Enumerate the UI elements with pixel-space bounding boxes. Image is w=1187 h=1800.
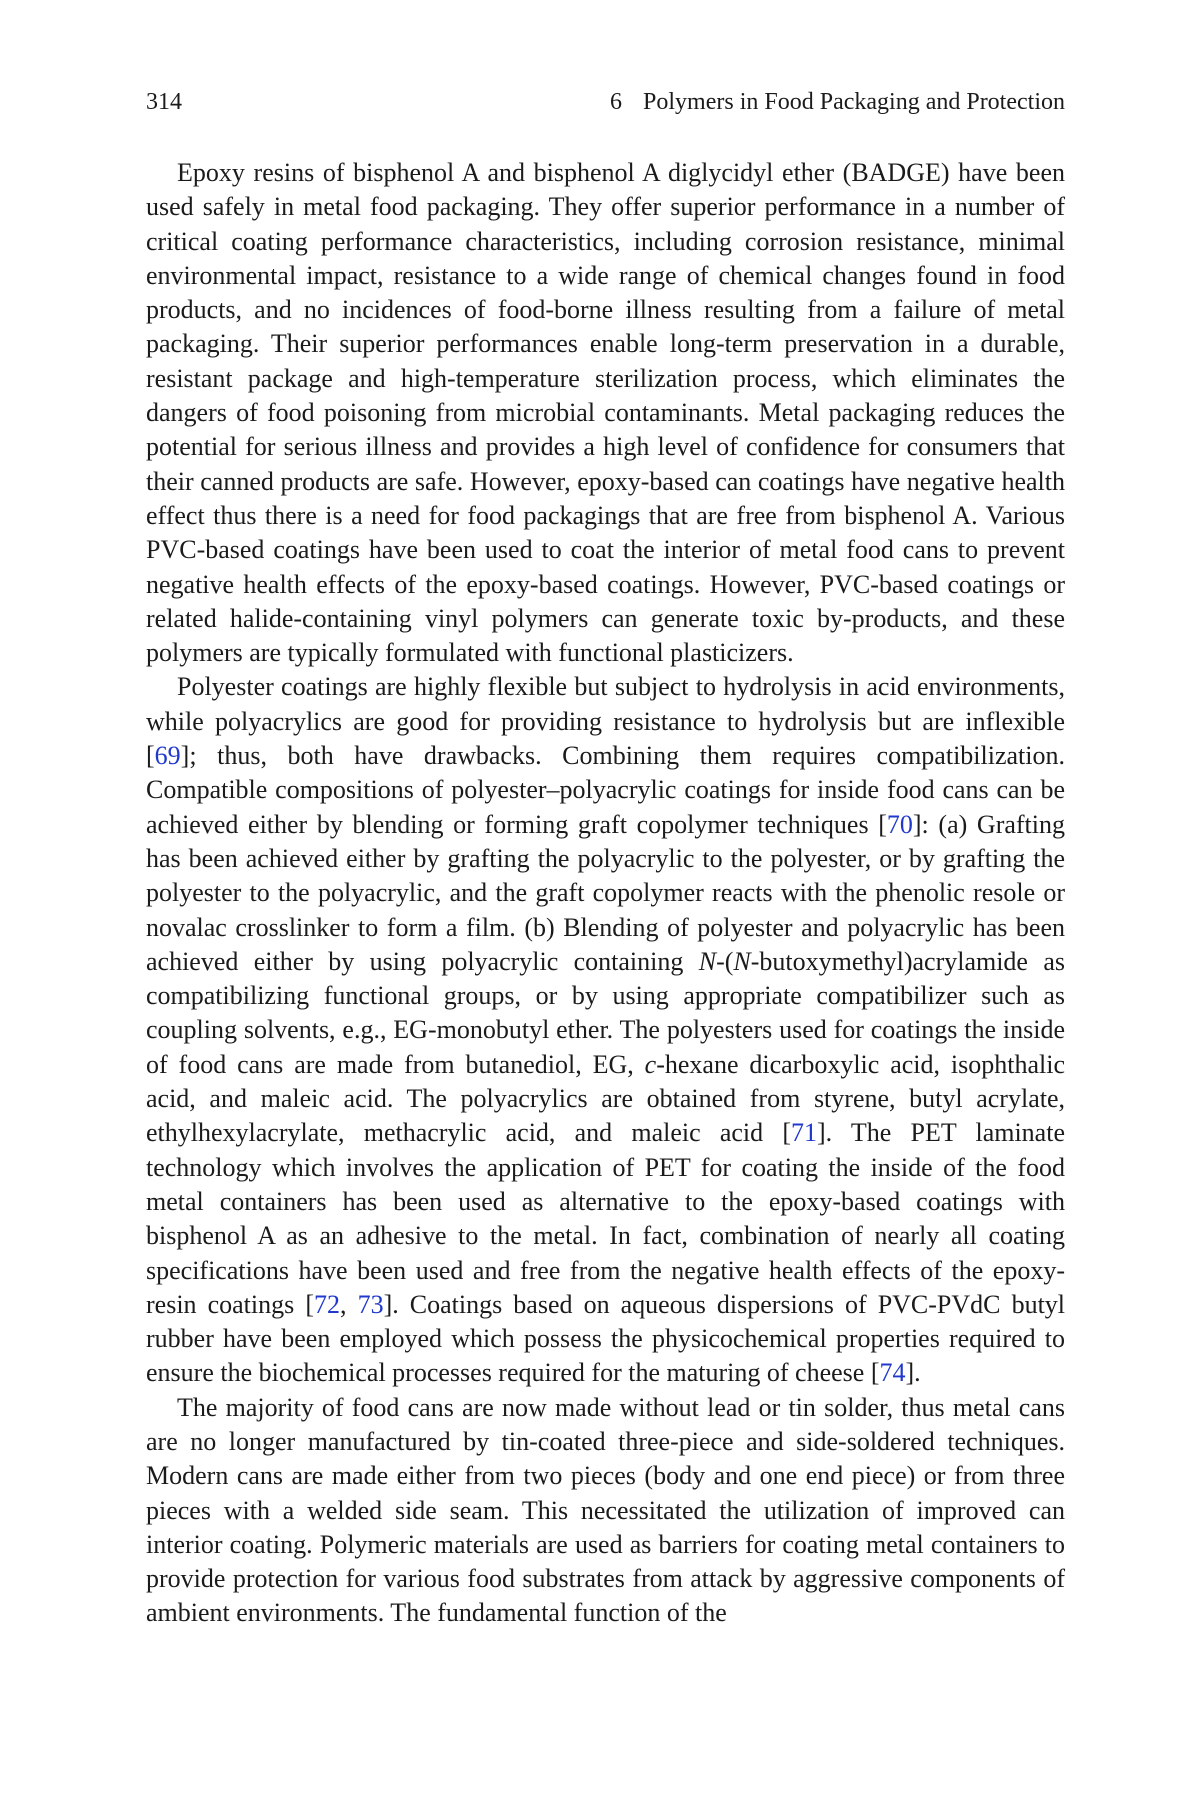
citation-link[interactable]: 74	[879, 1358, 906, 1388]
citation-link[interactable]: 69	[154, 741, 181, 771]
italic-text: N	[733, 946, 751, 976]
page-number: 314	[146, 89, 182, 115]
citation-link[interactable]: 72	[313, 1289, 340, 1319]
paragraph: The majority of food cans are now made without lead or tin solder, thus metal cans are no longer manufactured by tin-coated three-piece and side-soldered techniques. Modern cans are made either from two pieces (body and one end piece) or from three pieces with a welded side seam. This necessitated the utilization of improved can interior coating. Polymeric materials are used as barriers for coating metal containers to provide protection for various food substrates from attack by aggressive components of ambient environments. The fundamental function of the	[146, 1392, 1065, 1628]
citation-link[interactable]: 71	[791, 1118, 818, 1148]
citation-link[interactable]: 73	[357, 1289, 384, 1319]
chapter-heading	[610, 90, 1065, 114]
paragraph: Epoxy resins of bisphenol A and bisphenol A diglycidyl ether (BADGE) have been used safely in metal food packaging. They offer superior performance in a number of critical coating performance characteristics, including corrosion resistance, minimal environmental impact, resistance to a wide range of chemical changes found in food products, and no incidences of food-borne illness resulting from a failure of metal packaging. Their superior performances enable long-term preservation in a durable, resistant package and high-temperature sterilization process, which eliminates the dangers of food poisoning from microbial contaminants. Metal packaging reduces the potential for serious illness and provides a high level of confidence for consumers that their canned products are safe. However, epoxy-based can coatings have negative health effect thus there is a need for food packagings that are free from bisphenol A. Various PVC-based coatings have been used to coat the interior of metal food cans to prevent negative health effects of the epoxy-based coatings. However, PVC-based coatings or related halide-containing vinyl polymers can generate toxic by-products, and these polymers are typically formulated with functional plasticizers.	[146, 158, 1065, 668]
page-header	[146, 90, 1065, 114]
paragraph: Polyester coatings are highly flexible but subject to hydrolysis in acid environments, while polyacrylics are good for providing resistance to hydrolysis but are inflexible [69]; thus, both have drawbacks. Combining them requires compatibilization. Compatible compositions of polyester–polyacrylic coatings for inside food cans can be achieved either by blending or forming graft copolymer techniques [70]: (a) Grafting has been achieved either by grafting the polyacrylic to the polyester, or by grafting the polyester to the polyacrylic, and the graft copolymer reacts with the phenolic resole or novalac crosslinker to form a film. (b) Blending of polyester and polyacrylic has been achieved either by using polyacrylic containing N-(N-butoxymethyl)acrylamide as compatibilizing functional groups, or by using appropriate compatibilizer such as coupling solvents, e.g., EG-monobutyl ether. The polyesters used for coatings the inside of food cans are made from butanediol, EG, c-hexane dicarboxylic acid, isophthalic acid, and maleic acid. The polyacrylics are obtained from styrene, butyl acrylate, ethylhexylacrylate, methacrylic acid, and maleic acid [71]. The PET laminate technology which involves the application of PET for coating the inside of the food metal containers has been used as alternative to the epoxy-based coatings with bisphenol A as an adhesive to the metal. In fact, combination of nearly all coating specifications have been used and free from the negative health effects of the epoxy-resin coatings [72, 73]. Coatings based on aqueous dispersions of PVC-PVdC butyl rubber have been employed which possess the physicochemical properties required to ensure the biochemical processes required for the maturing of cheese [74].	[146, 672, 1066, 1388]
body-text	[146, 156, 1065, 1631]
italic-text: c	[644, 1049, 657, 1079]
chapter-title: Polymers in Food Packaging and Protection	[643, 89, 1065, 115]
italic-text: N	[698, 946, 717, 976]
chapter-number: 6	[610, 89, 623, 115]
citation-link[interactable]: 70	[886, 809, 913, 839]
